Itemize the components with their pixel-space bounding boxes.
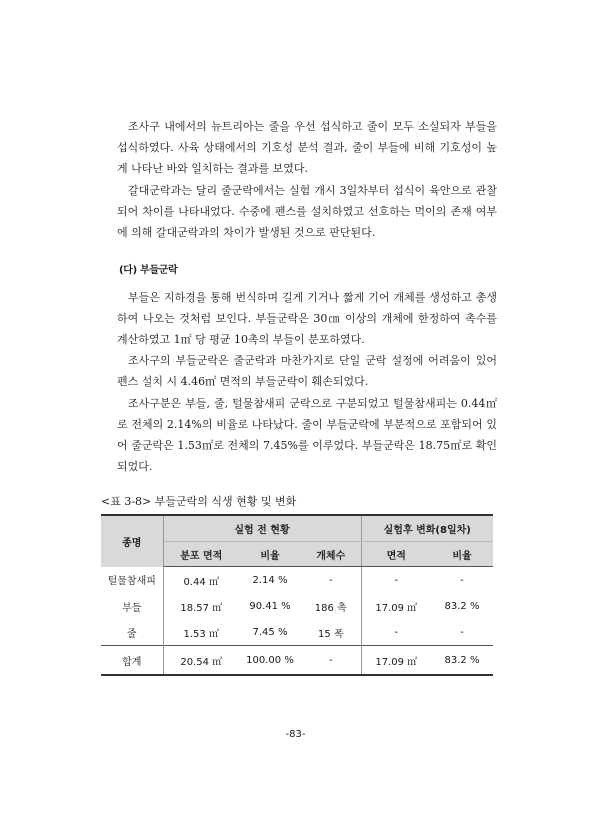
- cell-ratio: 7.45 %: [252, 626, 288, 638]
- table-row: [101, 567, 493, 594]
- header-after-group: 실험후 변화(8일차): [361, 515, 493, 542]
- cell-total-area-after: 17.09 ㎡: [361, 646, 431, 676]
- table-total-row: [101, 646, 493, 676]
- paragraph-reed-comparison: 갈대군락과는 달리 줄군락에서는 실험 개시 3일차부터 섭식이 육안으로 관찰되어 차이를 나타내었다. 수중에 펜스를 설치하였고 선호하는 먹이의 존재 여부에 의해 갈대군락과의 차이가 발생된 것으로 판단된다.: [117, 184, 497, 239]
- cell-area-after: 17.09 ㎡: [375, 602, 418, 614]
- cell-total-ratio-after: 83.2 %: [431, 646, 493, 676]
- table-row: [101, 593, 493, 619]
- header-col-ratio: 비율: [239, 542, 301, 567]
- table-row: [101, 619, 493, 646]
- paragraph-nutria-feeding: 조사구 내에서의 뉴트리아는 줄을 우선 섭식하고 줄이 모두 소실되자 부들을 섭식하였다. 사육 상태에서의 기호성 분석 결과, 줄이 부들에 비해 기호성이 높게 나타난 바와 일치하는 결과를 보였다.: [117, 120, 497, 175]
- header-col-ratio-after: 비율: [431, 542, 493, 567]
- subsection-title: (다) 부들군락: [119, 265, 178, 276]
- vegetation-table: [101, 514, 493, 676]
- cell-ratio: 90.41 %: [249, 600, 291, 612]
- cell-total-ratio: 100.00 %: [239, 646, 301, 676]
- cell-name: 줄: [101, 619, 163, 646]
- cell-area: 0.44 ㎡: [183, 576, 219, 588]
- paragraph-cattail-propagation: 부들은 지하경을 통해 번식하며 길게 기거나 짧게 기어 개체를 생성하고 총생 하여 나오는 것처럼 보인다. 부들군락은 30㎝ 이상의 개체에 한정하여 촉수를 계산하였고 1㎡ 당 평균 10촉의 부들이 분포하였다.: [117, 291, 497, 346]
- cell-area-after: -: [394, 626, 399, 638]
- paragraph-cattail-damage: 조사구의 부들군락은 줄군락과 마찬가지로 단일 군락 설정에 어려움이 있어 펜스 설치 시 4.46㎡ 면적의 부들군락이 훼손되었다.: [117, 354, 497, 388]
- cell-count: -: [301, 567, 361, 594]
- cell-area: 1.53 ㎡: [183, 628, 219, 640]
- cell-ratio: 2.14 %: [252, 574, 288, 586]
- cell-ratio-after: 83.2 %: [444, 600, 480, 612]
- paragraph-community-division: 조사구분은 부들, 줄, 털물참새피 군락으로 구분되었고 털물참새피는 0.44㎡로 전체의 2.14%의 비율로 나타났다. 줄이 부들군락에 부분적으로 포함되어 있어 줄군락은 1.53㎡로 전체의 7.45%를 이루었다. 부들군락은 18.75㎡로 확인되었다.: [117, 397, 497, 473]
- cell-ratio-after: -: [460, 626, 464, 638]
- header-before-group: 실험 전 현황: [163, 515, 361, 542]
- header-species: 종명: [101, 515, 163, 567]
- page-number: -83-: [285, 729, 306, 740]
- header-col-area-after: 면적: [361, 542, 431, 567]
- cell-total-count: -: [301, 646, 361, 676]
- cell-name: 털물참새피: [101, 567, 163, 594]
- cell-ratio-after: -: [460, 574, 464, 586]
- table-caption: <표 3-8> 부들군락의 식생 현황 및 변화: [101, 495, 297, 508]
- cell-area-after: -: [394, 574, 399, 586]
- cell-name: 부들: [101, 593, 163, 619]
- cell-count: 186 촉: [301, 593, 361, 619]
- header-col-area: 분포 면적: [163, 542, 239, 567]
- cell-total-name: 합계: [101, 646, 163, 676]
- cell-count: 15 폭: [301, 619, 361, 646]
- header-col-count: 개체수: [301, 542, 361, 567]
- cell-area: 18.57 ㎡: [180, 602, 223, 614]
- cell-total-area: 20.54 ㎡: [163, 646, 239, 676]
